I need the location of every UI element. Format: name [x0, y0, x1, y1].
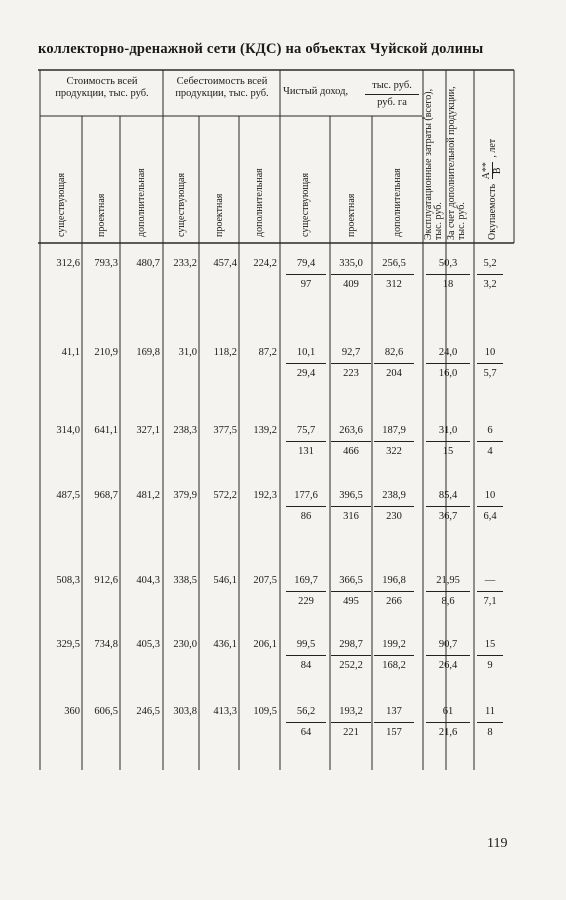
fraction-bar [477, 363, 503, 364]
header-income-unit-bottom: руб. га [377, 97, 407, 108]
table-cell-fraction [286, 490, 326, 523]
table-cell: 546,1 [213, 575, 237, 586]
payback-frac-bottom: B [492, 167, 503, 175]
table-cell-fraction [374, 706, 414, 739]
table-cell: 487,5 [56, 490, 80, 501]
fraction-numerator: 298,7 [339, 639, 363, 650]
fraction-bar [331, 591, 371, 592]
table-cell: 312,6 [56, 258, 80, 269]
subheader-cost-existing: существующая [56, 172, 67, 237]
table-cell: 303,8 [173, 706, 197, 717]
table-cell-exploitation [426, 706, 470, 739]
table-cell: 968,7 [94, 490, 118, 501]
fraction-bar [331, 441, 371, 442]
fraction-denominator: 4 [487, 446, 493, 457]
fraction-denominator: 466 [343, 446, 359, 457]
fraction-denominator: 36,7 [438, 511, 458, 522]
fraction-numerator: 6 [487, 425, 493, 436]
fraction-denominator: 316 [343, 511, 359, 522]
fraction-bar [286, 591, 326, 592]
fraction-numerator: 366,5 [339, 575, 363, 586]
table-cell: 109,5 [253, 706, 277, 717]
fraction-numerator: 193,2 [339, 706, 363, 717]
table-cell-fraction [331, 490, 371, 523]
fraction-denominator: 230 [386, 511, 402, 522]
fraction-bar [477, 506, 503, 507]
page-title: коллекторно-дренажной сети (КДС) на объектах Чуйской долины [38, 41, 484, 57]
fraction-denominator: 312 [386, 279, 402, 290]
payback-unit: , лет [486, 138, 498, 158]
table-cell: 912,6 [94, 575, 118, 586]
table-cell-fraction [331, 575, 371, 608]
fraction-denominator: 6,4 [483, 511, 497, 522]
table-cell: 793,3 [94, 258, 118, 269]
fraction-denominator: 15 [442, 446, 454, 457]
subheader-self-existing: существующая [176, 172, 187, 237]
fraction-numerator: 196,8 [382, 575, 406, 586]
fraction-bar [426, 274, 470, 275]
fraction-numerator: 256,5 [382, 258, 406, 269]
table-cell-exploitation [426, 575, 470, 608]
table-cell: 734,8 [94, 639, 118, 650]
table-cell: 314,0 [56, 425, 80, 436]
fraction-bar [426, 655, 470, 656]
fraction-numerator: 199,2 [382, 639, 406, 650]
fraction-bar [374, 363, 414, 364]
table-cell-fraction [374, 490, 414, 523]
table-cell-fraction [374, 347, 414, 380]
fraction-bar [477, 591, 503, 592]
header-income-unit-top: тыс. руб. [372, 80, 412, 91]
subheader-income-additional: дополнительная [392, 168, 403, 237]
fraction-denominator: 229 [298, 596, 314, 607]
table-cell-payback [477, 490, 503, 523]
table-cell-payback [477, 425, 503, 458]
subheader-income-existing: существующая [300, 172, 311, 237]
fraction-numerator: 187,9 [382, 425, 406, 436]
fraction-numerator: 177,6 [294, 490, 318, 501]
table-cell-fraction [374, 639, 414, 672]
table-cell: 224,2 [253, 258, 277, 269]
fraction-numerator: 21,95 [436, 575, 460, 586]
fraction-numerator: — [484, 575, 496, 586]
fraction-numerator: 99,5 [296, 639, 316, 650]
fraction-denominator: 16,0 [438, 368, 458, 379]
table-cell-fraction [286, 639, 326, 672]
table-cell: 338,5 [173, 575, 197, 586]
fraction-numerator: 90,7 [438, 639, 458, 650]
fraction-denominator: 97 [300, 279, 312, 290]
table-cell-fraction [331, 425, 371, 458]
fraction-denominator: 409 [343, 279, 359, 290]
fraction-numerator: 5,2 [483, 258, 497, 269]
fraction-denominator: 495 [343, 596, 359, 607]
fraction-numerator: 75,7 [296, 425, 316, 436]
fraction-numerator: 50,3 [438, 258, 458, 269]
subheader-cost-project: проектная [96, 193, 107, 237]
fraction-bar [374, 655, 414, 656]
fraction-bar [374, 591, 414, 592]
payback-label: Окупаемость [486, 183, 498, 240]
header-income: Чистый доход, [283, 86, 349, 97]
fraction-numerator: 10 [484, 347, 496, 358]
fraction-bar [331, 274, 371, 275]
income-unit-bar [365, 94, 419, 95]
fraction-numerator: 82,6 [384, 347, 404, 358]
table-cell: 360 [64, 706, 80, 717]
fraction-denominator: 7,1 [483, 596, 497, 607]
table-cell: 508,3 [56, 575, 80, 586]
table-cell-fraction [286, 706, 326, 739]
table-cell-fraction [374, 575, 414, 608]
fraction-bar [426, 363, 470, 364]
table-cell: 139,2 [253, 425, 277, 436]
table-cell: 327,1 [136, 425, 160, 436]
subheader-self-additional: дополнительная [254, 168, 265, 237]
fraction-bar [331, 363, 371, 364]
fraction-numerator: 24,0 [438, 347, 458, 358]
header-additional-prod: За счет дополнительной продукции, тыс. руб. [446, 86, 467, 240]
fraction-bar [286, 655, 326, 656]
fraction-bar [286, 506, 326, 507]
table-cell-fraction [331, 258, 371, 291]
table-cell-exploitation [426, 425, 470, 458]
fraction-bar [331, 506, 371, 507]
fraction-bar [477, 655, 503, 656]
fraction-numerator: 85,4 [438, 490, 458, 501]
fraction-bar [426, 441, 470, 442]
table-cell-exploitation [426, 258, 470, 291]
subheader-self-project: проектная [214, 193, 225, 237]
fraction-denominator: 21,6 [438, 727, 458, 738]
fraction-denominator: 9 [487, 660, 493, 671]
table-cell: 606,5 [94, 706, 118, 717]
fraction-bar [286, 722, 326, 723]
table-cell: 246,5 [136, 706, 160, 717]
fraction-bar [426, 591, 470, 592]
table-cell-fraction [331, 347, 371, 380]
table-cell-fraction [331, 706, 371, 739]
fraction-denominator: 84 [300, 660, 312, 671]
fraction-numerator: 15 [484, 639, 496, 650]
fraction-bar [374, 722, 414, 723]
fraction-denominator: 131 [298, 446, 314, 457]
fraction-denominator: 221 [343, 727, 359, 738]
fraction-bar [374, 506, 414, 507]
fraction-denominator: 252,2 [339, 660, 363, 671]
fraction-denominator: 5,7 [483, 368, 497, 379]
fraction-numerator: 238,9 [382, 490, 406, 501]
table-cell-fraction [286, 575, 326, 608]
fraction-denominator: 322 [386, 446, 402, 457]
payback-fraction [482, 162, 503, 179]
fraction-bar [286, 363, 326, 364]
table-cell: 413,3 [213, 706, 237, 717]
table-cell-exploitation [426, 490, 470, 523]
table-cell: 641,1 [94, 425, 118, 436]
table-cell: 481,2 [136, 490, 160, 501]
fraction-numerator: 137 [386, 706, 402, 717]
table-cell-fraction [286, 347, 326, 380]
table-cell-fraction [286, 258, 326, 291]
fraction-numerator: 10,1 [296, 347, 316, 358]
subheader-cost-additional: дополнительная [136, 168, 147, 237]
table-cell-fraction [374, 258, 414, 291]
fraction-bar [477, 722, 503, 723]
fraction-bar [331, 655, 371, 656]
table-cell: 31,0 [178, 347, 197, 358]
fraction-denominator: 8 [487, 727, 493, 738]
fraction-numerator: 169,7 [294, 575, 318, 586]
fraction-bar [374, 441, 414, 442]
fraction-denominator: 168,2 [382, 660, 406, 671]
table-cell: 206,1 [253, 639, 277, 650]
fraction-bar [477, 441, 503, 442]
fraction-denominator: 204 [386, 368, 402, 379]
table-cell: 207,5 [253, 575, 277, 586]
header-selfcost: Себестоимость всей продукции, тыс. руб. [175, 76, 269, 99]
table-cell-payback [477, 347, 503, 380]
fraction-numerator: 79,4 [296, 258, 316, 269]
fraction-bar [477, 274, 503, 275]
fraction-denominator: 26,4 [438, 660, 458, 671]
fraction-denominator: 18 [442, 279, 454, 290]
fraction-bar [286, 274, 326, 275]
fraction-bar [426, 506, 470, 507]
table-cell: 230,0 [173, 639, 197, 650]
fraction-numerator: 92,7 [341, 347, 361, 358]
fraction-bar [374, 274, 414, 275]
fraction-numerator: 31,0 [438, 425, 458, 436]
table-cell-payback [477, 639, 503, 672]
fraction-denominator: 86 [300, 511, 312, 522]
fraction-denominator: 157 [386, 727, 402, 738]
fraction-numerator: 10 [484, 490, 496, 501]
header-exploitation: Эксплуатационные затраты (всего), тыс. руб. [423, 88, 444, 240]
table-cell: 457,4 [213, 258, 237, 269]
fraction-denominator: 3,2 [483, 279, 497, 290]
fraction-bar [331, 722, 371, 723]
fraction-denominator: 8,6 [441, 596, 455, 607]
table-cell: 379,9 [173, 490, 197, 501]
fraction-numerator: 56,2 [296, 706, 316, 717]
table-cell: 572,2 [213, 490, 237, 501]
table-cell: 405,3 [136, 639, 160, 650]
table-cell: 480,7 [136, 258, 160, 269]
header-cost: Стоимость всей продукции, тыс. руб. [55, 76, 149, 99]
table-cell: 238,3 [173, 425, 197, 436]
table-cell: 192,3 [253, 490, 277, 501]
payback-frac-top: A** [481, 162, 492, 180]
fraction-denominator: 266 [386, 596, 402, 607]
fraction-denominator: 29,4 [296, 368, 316, 379]
fraction-denominator: 223 [343, 368, 359, 379]
table-cell: 87,2 [258, 347, 277, 358]
fraction-bar [286, 441, 326, 442]
table-cell: 169,8 [136, 347, 160, 358]
subheader-income-project: проектная [346, 193, 357, 237]
table-cell: 329,5 [56, 639, 80, 650]
table-cell-fraction [331, 639, 371, 672]
table-cell: 210,9 [94, 347, 118, 358]
table-cell: 404,3 [136, 575, 160, 586]
table-cell: 377,5 [213, 425, 237, 436]
table-cell-fraction [374, 425, 414, 458]
table-cell: 233,2 [173, 258, 197, 269]
table-cell: 436,1 [213, 639, 237, 650]
fraction-numerator: 11 [484, 706, 496, 717]
table-cell-exploitation [426, 639, 470, 672]
table-cell-payback [477, 706, 503, 739]
table-cell: 41,1 [61, 347, 80, 358]
page-number: 119 [487, 836, 508, 851]
table-cell-fraction [286, 425, 326, 458]
fraction-numerator: 61 [442, 706, 454, 717]
table-cell-payback [477, 575, 503, 608]
header-payback [482, 139, 503, 240]
table-cell-payback [477, 258, 503, 291]
fraction-numerator: 335,0 [339, 258, 363, 269]
fraction-denominator: 64 [300, 727, 312, 738]
table-cell: 118,2 [213, 347, 237, 358]
fraction-bar [426, 722, 470, 723]
fraction-numerator: 396,5 [339, 490, 363, 501]
fraction-numerator: 263,6 [339, 425, 363, 436]
table-cell-exploitation [426, 347, 470, 380]
